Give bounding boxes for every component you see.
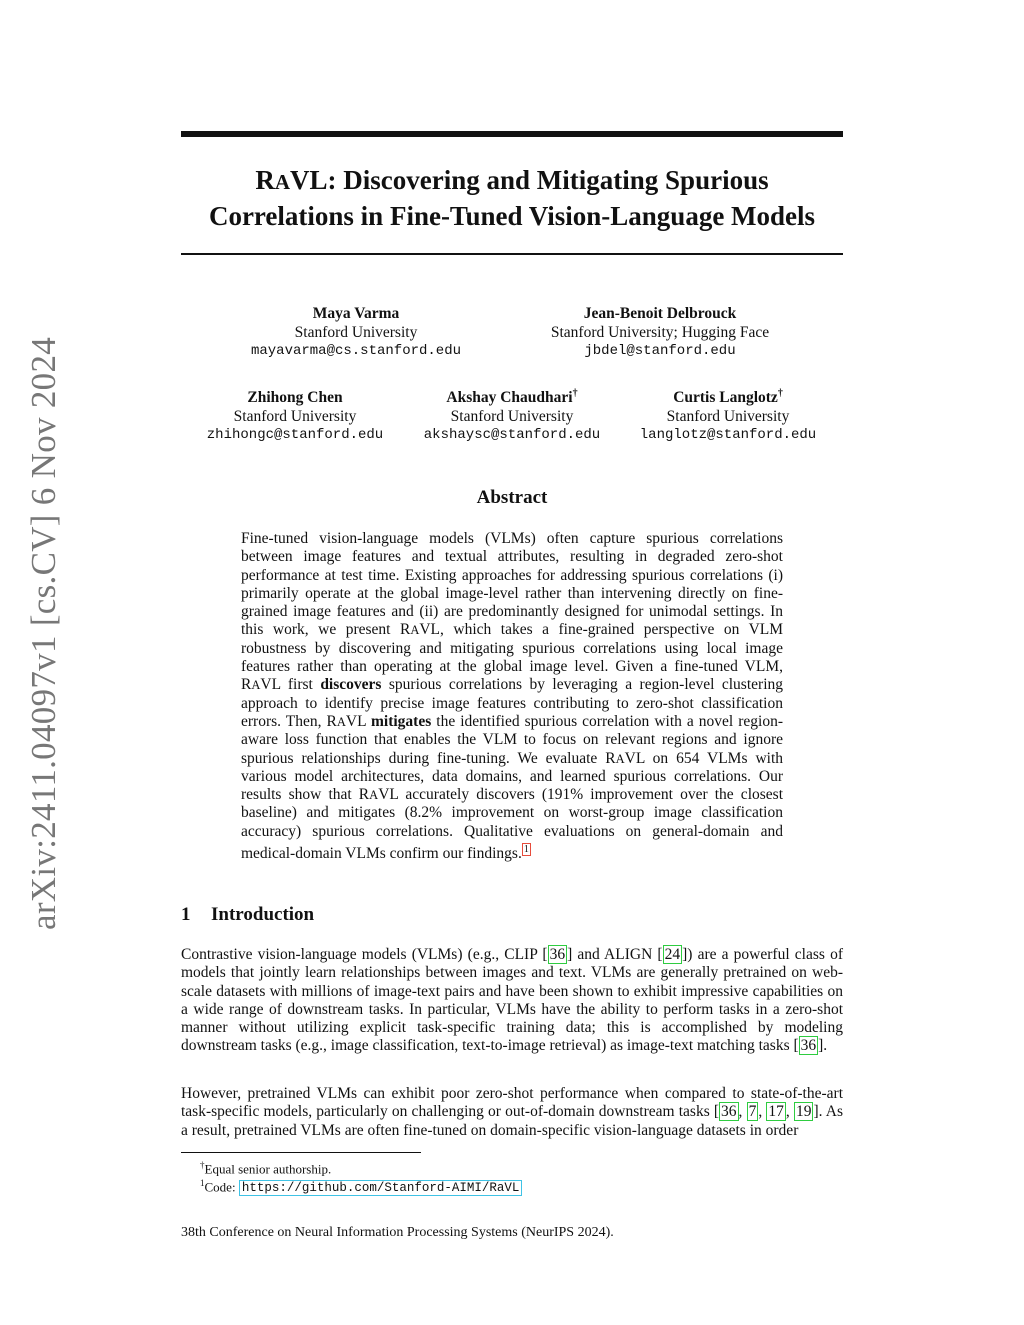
author-email[interactable]: zhihongc@stanford.edu	[206, 427, 384, 444]
author-affiliation: Stanford University; Hugging Face	[550, 324, 770, 342]
venue-footer: 38th Conference on Neural Information Processing Systems (NeurIPS 2024).	[181, 1225, 614, 1240]
author-affiliation: Stanford University	[450, 408, 574, 426]
citation-link[interactable]: 24	[664, 946, 681, 963]
author-email[interactable]: akshaysc@stanford.edu	[423, 427, 601, 444]
arxiv-stamp: arXiv:2411.04097v1 [cs.CV] 6 Nov 2024	[24, 336, 63, 930]
footnote: $^1$Code: https://github.com/Stanford-AIMI/RaVL	[200, 1175, 522, 1197]
abstract-heading: Abstract	[476, 487, 548, 508]
citation-link[interactable]: 36	[721, 1103, 737, 1121]
author-name: Zhihong Chen	[247, 389, 343, 407]
author-name: Akshay Chaudhari†	[446, 388, 578, 407]
author-affiliation: Stanford University	[294, 324, 418, 342]
author-affiliation: Stanford University	[233, 408, 357, 426]
author-email[interactable]: jbdel@stanford.edu	[584, 343, 736, 360]
author-affiliation: Stanford University	[666, 408, 790, 426]
citation-link[interactable]: 7	[748, 1103, 757, 1121]
citation-link[interactable]: 36	[549, 946, 566, 963]
section-heading: 1 Introduction	[181, 904, 315, 925]
author-name: Jean-Benoit Delbrouck	[583, 305, 737, 323]
author-email[interactable]: mayavarma@cs.stanford.edu	[250, 343, 462, 360]
intro-paragraph: However, pretrained VLMs can exhibit poor zero-shot performance when compared to state-of-the-art task-specific models, particularly on challenging or out-of-domain downstream tasks [ 36 , 7 , 17 , 19 ]. As a result, pretrained VLMs are often fine-tuned on domain-specific vision-language datasets in order	[181, 1085, 844, 1139]
author-block	[246, 300, 466, 361]
title-top-rule	[181, 131, 843, 137]
citation-link[interactable]: 19	[795, 1103, 812, 1121]
paper-title: RAVL: Discovering and Mitigating Spurious Correlations in Fine-Tuned Vision-Language Models	[208, 165, 816, 231]
intro-paragraph: Contrastive vision-language models (VLMs) (e.g., CLIP [ 36 ] and ALIGN [ 24 ]) are a powerful class of models that jointly learn relationships between images and text. VLMs are generally pretrained on web-scale datasets with millions of image-text pairs and have been shown to exhibit impressive capabilities on a wide range of downstream tasks. In particular, VLMs have the ability to perform tasks in a zero-shot manner without utilizing explicit task-specific training data; this is accomplished by modeling downstream tasks (e.g., image classification, text-to-image retrieval) as image-text matching tasks [ 36 ].	[181, 946, 843, 1055]
author-block	[412, 384, 612, 445]
author-name: Maya Varma	[312, 305, 400, 323]
author-name: Curtis Langlotz†	[673, 388, 783, 407]
abstract-text: Fine-tuned vision-language models (VLMs) often capture spurious correlations between image features and textual attributes, resulting in degraded zero-shot performance at test time. Existing approaches for addressing spurious correlations (i) primarily operate at the global image-level rather than intervening directly on fine-grained image features and (ii) are predominantly designed for unimodal settings. In this work, we present RAVL, which takes a fine-grained perspective on VLM robustness by discovering and mitigating spurious correlations using local image features rather than operating at the global image level. Given a fine-tuned VLM, RAVL first discovers spurious correlations by leveraging a region-level clustering approach to identify precise image features contributing to zero-shot classification errors. Then, RAVL mitigates the identified spurious correlation with a novel region-aware loss function that enables the VLM to focus on relevant regions and ignore spurious relationships during fine-tuning. We evaluate RAVL on 654 VLMs with various model architectures, data domains, and learned spurious correlations. Our results show that RAVL accurately discovers (191% improvement over the closest baseline) and mitigates (8.2% improvement on worst-group image classification accuracy) spurious correlations. Qualitative evaluations on general-domain and medical-domain VLMs confirm our findings. $^1$	[241, 530, 784, 863]
code-link[interactable]: https://github.com/Stanford-AIMI/RaVL	[239, 1180, 523, 1196]
author-block	[530, 300, 790, 361]
citation-link[interactable]: 36	[800, 1037, 817, 1055]
footnote-link[interactable]: 1	[523, 844, 529, 856]
footnote: †Equal senior authorship.	[200, 1160, 332, 1177]
author-block	[628, 384, 828, 445]
author-email[interactable]: langlotz@stanford.edu	[639, 427, 817, 444]
citation-link[interactable]: 17	[768, 1103, 784, 1121]
title-bottom-rule	[181, 253, 843, 255]
footnote-rule	[181, 1152, 421, 1153]
author-block	[195, 384, 395, 445]
